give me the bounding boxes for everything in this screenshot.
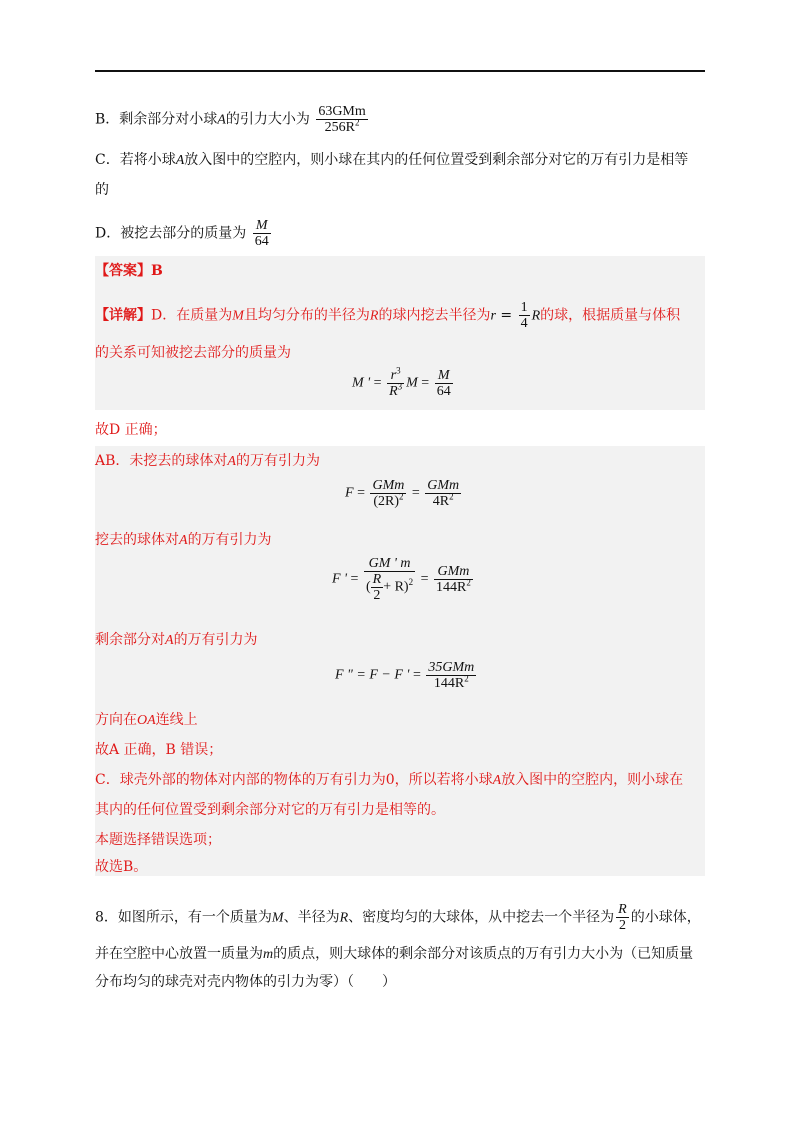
select-wrong: 本题选择错误选项；: [95, 832, 221, 848]
question-8-fraction: $\frac{R}{2}$: [618, 902, 627, 933]
detail-fraction: $\frac{1}{4}$: [520, 300, 528, 331]
dug-line: 挖去的球体对A的万有引力为: [95, 532, 272, 548]
equation-f-prime: F ' = GM ' m ( $\frac{R}{2}$ + R)$^2$ = $\frac{\text{GMm}}{144R^2}$: [332, 556, 471, 603]
header-rule: [95, 70, 705, 72]
question-8-line2: 并在空腔中心放置一质量为m的质点，则大球体的剩余部分对该质点的万有引力大小为（已知质量: [95, 946, 694, 962]
question-8-line1: 8．如图所示，有一个质量为M、半径为R、密度均匀的大球体，从中挖去一个半径为 $\frac{R}{2}$ 的小球体，: [95, 902, 701, 933]
answer-label: 【答案】B: [95, 263, 163, 279]
question-8-line3: 分布均匀的球壳对壳内物体的引力为零）（ ）: [95, 974, 396, 990]
option-d-fraction: $\frac{M}{64}$: [254, 218, 269, 249]
option-c: C．若将小球A放入图中的空腔内，则小球在其内的任何位置受到剩余部分对它的万有引力是相等: [95, 152, 689, 168]
detail-line1: 【详解】D．在质量为M且均匀分布的半径为R的球内挖去半径为r = $\frac{1}{4}$ R的球，根据质量与体积: [95, 300, 681, 331]
c-explain-line2: 其内的任何位置受到剩余部分对它的万有引力是相等的。: [95, 802, 445, 818]
direction-line: 方向在OA连线上: [95, 712, 198, 728]
equation-f: F = $\frac{\text{GMm}}{(2R)^2}$ = $\frac{\text{GMm}}{4R^2}$: [345, 478, 460, 509]
remaining-line: 剩余部分对A的万有引力为: [95, 632, 258, 648]
option-d: D．被挖去部分的质量为 $\frac{M}{64}$: [95, 218, 269, 249]
option-c-line2: 的: [95, 182, 109, 198]
c-explain-line1: C．球壳外部的物体对内部的物体的万有引力为0，所以若将小球A放入图中的空腔内，则小球在: [95, 772, 684, 788]
option-b: B．剩余部分对小球A的引力大小为 $\frac{\text{63GMm}}{256R^2}$: [95, 104, 366, 135]
equation-mass: M ' = $\frac{r^3}{R^3}$ M = $\frac{M}{64}$: [352, 365, 451, 399]
ab-line: AB．未挖去的球体对A的万有引力为: [95, 453, 320, 469]
option-b-fraction: $\frac{\text{63GMm}}{256R^2}$: [318, 104, 366, 135]
a-correct: 故A 正确，B 错误；: [95, 742, 223, 758]
detail-line2: 的关系可知被挖去部分的质量为: [95, 345, 291, 361]
d-correct: 故D 正确；: [95, 422, 167, 438]
choose-b: 故选B。: [95, 859, 148, 875]
equation-f-double-prime: F " = F − F ' = $\frac{\text{35GMm}}{144R^2}$: [335, 660, 475, 691]
